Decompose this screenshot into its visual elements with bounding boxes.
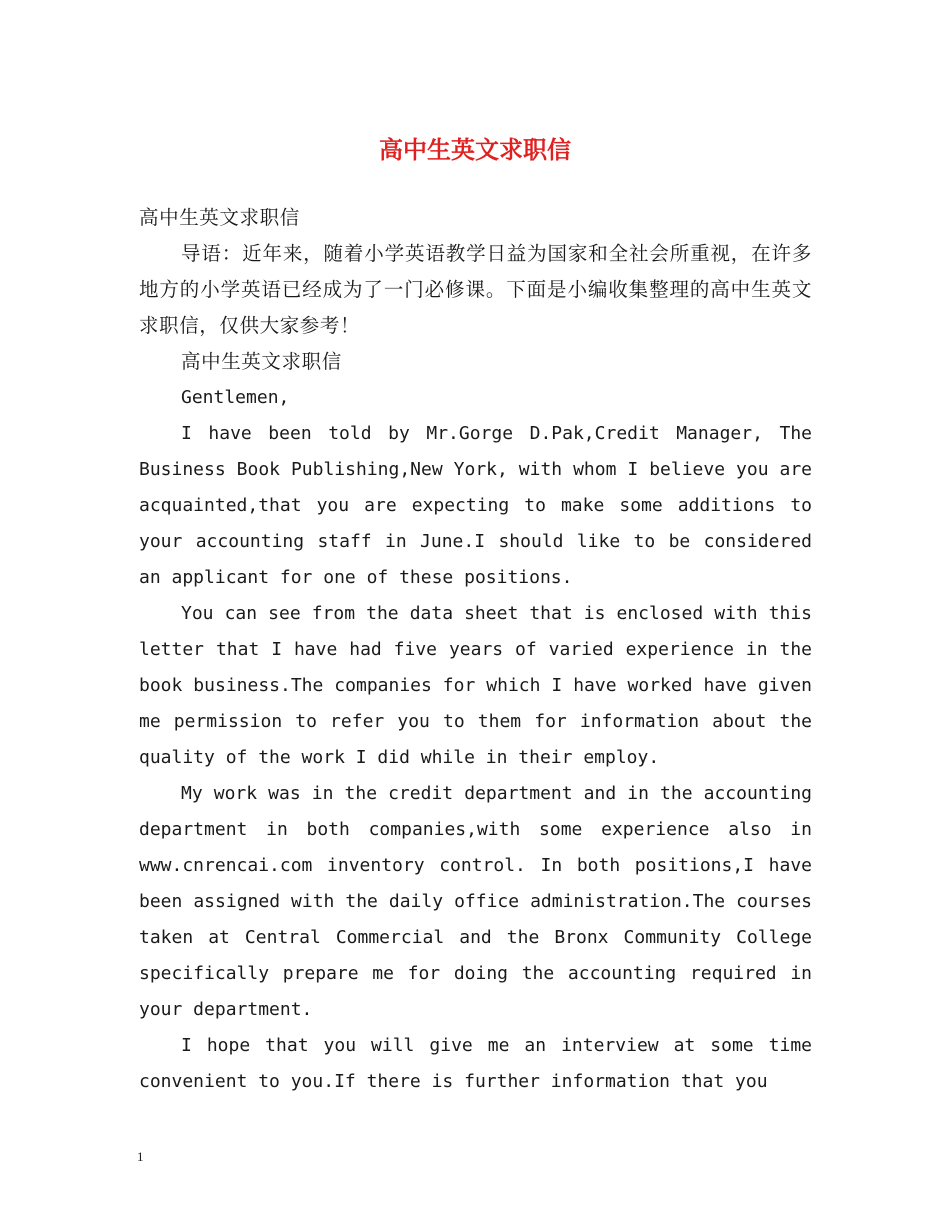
letter-paragraph: My work was in the credit department and in the accounting department in both companies,with some experience also in www.cnrencai.com inventory control. In both positions,I have been assigned with the daily office administration.The courses taken at Central Commercial and the Bronx Community College specifically prepare me for doing the accounting required in your department. [139,783,812,1020]
document-title: 高中生英文求职信 [379,135,571,164]
subtitle: 高中生英文求职信 [139,206,300,229]
letter-heading: 高中生英文求职信 [181,350,342,373]
letter-paragraph: I hope that you will give me an interview at some time convenient to you.If there is further information that you [139,1035,812,1092]
page-number: 1 [137,1149,144,1164]
intro-paragraph: 导语：近年来，随着小学英语教学日益为国家和全社会所重视，在许多地方的小学英语已经成为了一门必修课。下面是小编收集整理的高中生英文求职信，仅供大家参考！ [139,242,812,337]
salutation: Gentlemen, [181,387,290,408]
letter-paragraph: I have been told by Mr.Gorge D.Pak,Credit Manager, The Business Book Publishing,New York, with whom I believe you are acquainted,that you are expecting to make some additions to your accounting staff in June.I should like to be considered an applicant for one of these positions. [139,423,812,588]
document-body [139,200,812,1100]
letter-paragraph: You can see from the data sheet that is enclosed with this letter that I have had five years of varied experience in the book business.The companies for which I have worked have given me permission to refer you to them for information about the quality of the work I did while in their employ. [139,603,812,768]
